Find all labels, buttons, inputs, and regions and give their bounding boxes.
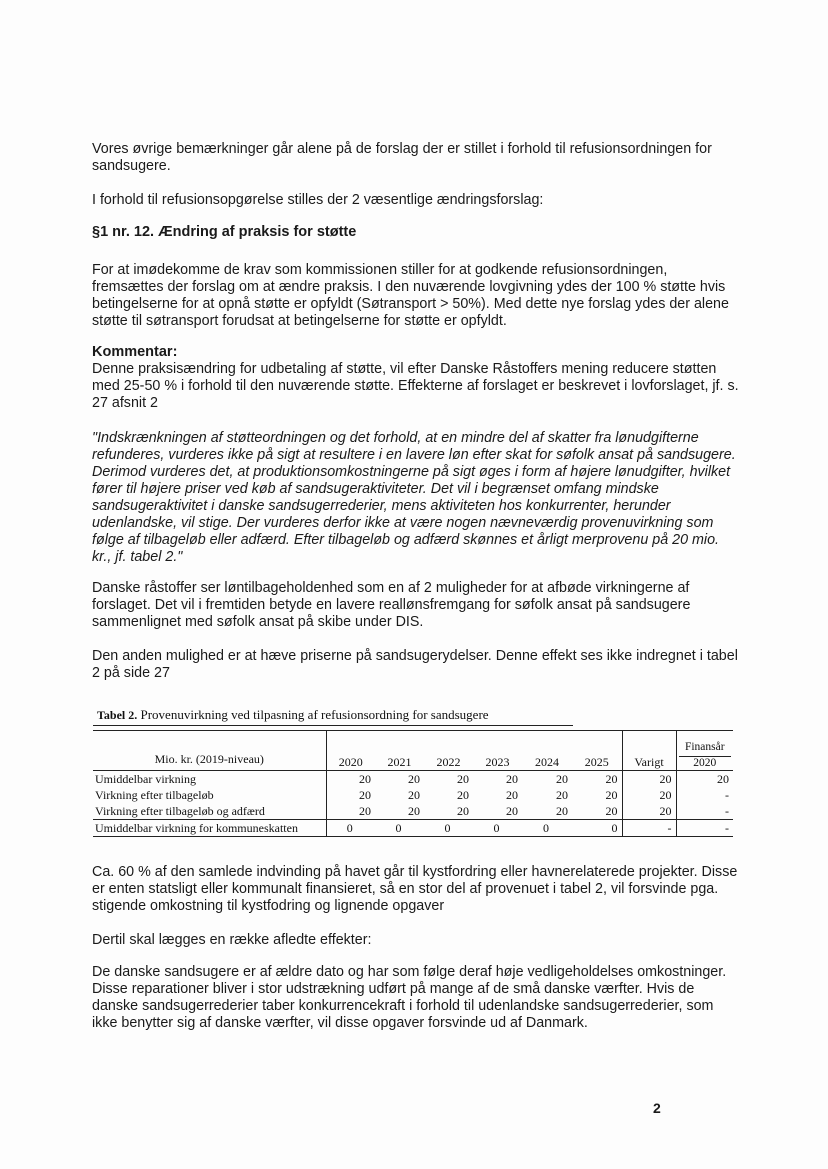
header-year: 2020 <box>326 731 375 771</box>
table-row <box>93 803 733 820</box>
table-row <box>93 771 733 788</box>
paragraph-priser: Den anden mulighed er at hæve priserne på sandsugerydelser. Denne effekt ses ikke indregnet i tabel 2 på side 27 <box>92 648 738 681</box>
paragraph-forslag: I forhold til refusionsopgørelse stilles der 2 væsentlige ændringsforslag: <box>92 192 544 208</box>
table-cell: 20 <box>457 787 469 802</box>
table-cell: 0 <box>572 820 622 837</box>
table-cell: 20 <box>522 803 572 820</box>
table-cell: 20 <box>326 787 375 803</box>
table-cell-varigt: 20 <box>622 803 676 820</box>
table-cell: 20 <box>506 771 518 786</box>
paragraph-kystfodring: Ca. 60 % af den samlede indvinding på havet går til kystfordring eller havnerelaterede projekter. Disse er enten statsligt eller kommunalt finansieret, så en stor del af provenuet i tabel 2, vil forsvinde pga. stigende omkostning til kystfodring og lignende opgaver <box>92 864 738 914</box>
header-year: 2021 <box>375 731 424 771</box>
table-cell: 20 <box>326 803 375 820</box>
table-cell-finans: - <box>725 787 729 802</box>
table-2 <box>93 704 733 837</box>
table-cell-finans: - <box>676 820 733 837</box>
header-varigt: Varigt <box>622 731 676 771</box>
header-unit: Mio. kr. (2019-niveau) <box>93 731 326 771</box>
table-title <box>93 704 573 726</box>
table-cell: 20 <box>572 787 622 803</box>
header-year: 2022 <box>424 731 473 771</box>
table-cell: 20 <box>457 771 469 786</box>
header-year: 2024 <box>522 731 572 771</box>
table-title-prefix: Tabel 2. <box>97 708 138 722</box>
row-label: Virkning efter tilbageløb og adfærd <box>93 803 326 820</box>
table-header-row <box>93 731 733 771</box>
header-year: 2025 <box>572 731 622 771</box>
table-cell: 20 <box>408 771 420 786</box>
paragraph-afledte: Dertil skal lægges en række afledte effekter: <box>92 932 372 948</box>
row-label: Umiddelbar virkning <box>95 771 196 786</box>
table-cell: 20 <box>473 803 522 820</box>
kommentar-block <box>92 344 740 412</box>
table-cell: 20 <box>326 771 375 788</box>
table-cell: 0 <box>473 820 522 837</box>
table-cell-varigt: 20 <box>622 771 676 788</box>
quote-lovforslag: "Indskrænkningen af støtteordningen og det forhold, at en mindre del af skatter fra lønudgifterne refunderes, vurderes ikke på sigt at resultere i en lavere løn efter skat for søfolk ansat på sandsugere. Derimod vurderes det, at produktionsomkostningerne på sigt øges i form af højere lønudgifter, hvilket fører til højere priser ved køb af sandsugeraktiviteter. Det vil i begrænset omfang mindske sandsugeraktivitet i danske sandsugerrederier, mens aktiviteten hos konkurrenter, herunder udenlandske, vil stige. Der vurderes derfor ikke at være nogen nævneværdig provenuvirkning som følge af tilbageløb eller adfærd. Efter tilbageløb og adfærd skønnes et årligt merprovenu på 20 mio. kr., jf. tabel 2." <box>92 430 736 565</box>
table-cell-finans: 20 <box>717 771 729 786</box>
page-number: 2 <box>653 1100 661 1116</box>
kommentar-label: Kommentar: <box>92 344 178 360</box>
table-cell: 20 <box>556 787 568 802</box>
table-cell: 20 <box>556 771 568 786</box>
table-cell: 20 <box>408 787 420 802</box>
row-label: Virkning efter tilbageløb <box>95 787 214 802</box>
table-cell-finans: - <box>676 803 733 820</box>
table-cell: 20 <box>375 803 424 820</box>
paragraph-loentilbageholdenhed: Danske råstoffer ser løntilbageholdenhed som en af 2 muligheder for at afbøde virkningerne af forslaget. Det vil i fremtiden betyde en lavere reallønsfremgang for søfolk ansat på sandsugere sammenlignet med søfolk ansat på skibe under DIS. <box>92 580 691 630</box>
header-finansaar <box>676 731 733 771</box>
paragraph-praksis: For at imødekomme de krav som kommissionen stiller for at godkende refusionsordningen, fremsættes der forslag om at ændre praksis. I den nuværende lovgivning ydes der 100 % støtte hvis betingelserne for at opnå støtte er opfyldt (Søtransport > 50%). Med dette nye forslag ydes der alene støtte til søtransport forudsat at betingelserne for støtte er opfyldt. <box>92 262 729 329</box>
row-label: Umiddelbar virkning for kommuneskatten <box>93 820 326 837</box>
table-cell: 0 <box>522 820 572 837</box>
section-heading: §1 nr. 12. Ændring af praksis for støtte <box>92 224 357 240</box>
table-row <box>93 787 733 803</box>
table-row <box>93 820 733 837</box>
paragraph-intro: Vores øvrige bemærkninger går alene på de forslag der er stillet i forhold til refusionsordningen for sandsugere. <box>92 141 712 174</box>
table-cell: 20 <box>506 787 518 802</box>
table-title-text: Provenuvirkning ved tilpasning af refusionsordning for sandsugere <box>140 707 489 722</box>
finansaar-year: 2020 <box>679 756 732 770</box>
finansaar-label: Finansår <box>684 741 725 753</box>
table-cell: 0 <box>326 820 375 837</box>
header-year: 2023 <box>473 731 522 771</box>
provenu-table <box>93 730 733 837</box>
table-cell: 20 <box>572 803 622 820</box>
paragraph-kommentar: Denne praksisændring for udbetaling af støtte, vil efter Danske Råstoffers mening reducere støtten med 25-50 % i forhold til den nuværende støtte. Effekterne af forslaget er beskrevet i lovforslaget, jf. s. 27 afsnit 2 <box>92 361 739 411</box>
table-cell: 20 <box>424 803 473 820</box>
table-cell-varigt: - <box>622 820 676 837</box>
table-cell-varigt: 20 <box>622 787 676 803</box>
table-cell: 0 <box>375 820 424 837</box>
table-cell: 20 <box>572 771 622 788</box>
paragraph-vaerfter: De danske sandsugere er af ældre dato og har som følge deraf høje vedligeholdelses omkostninger. Disse reparationer bliver i stor udstrækning udført på mange af de små danske værfter. Hvis de danske sandsugerrederier taber konkurrencekraft i forhold til udenlandske sandsugerrederier, som ikke benytter sig af danske værfter, vil disse opgaver forsvinde ud af Danmark. <box>92 964 727 1031</box>
table-cell: 0 <box>424 820 473 837</box>
